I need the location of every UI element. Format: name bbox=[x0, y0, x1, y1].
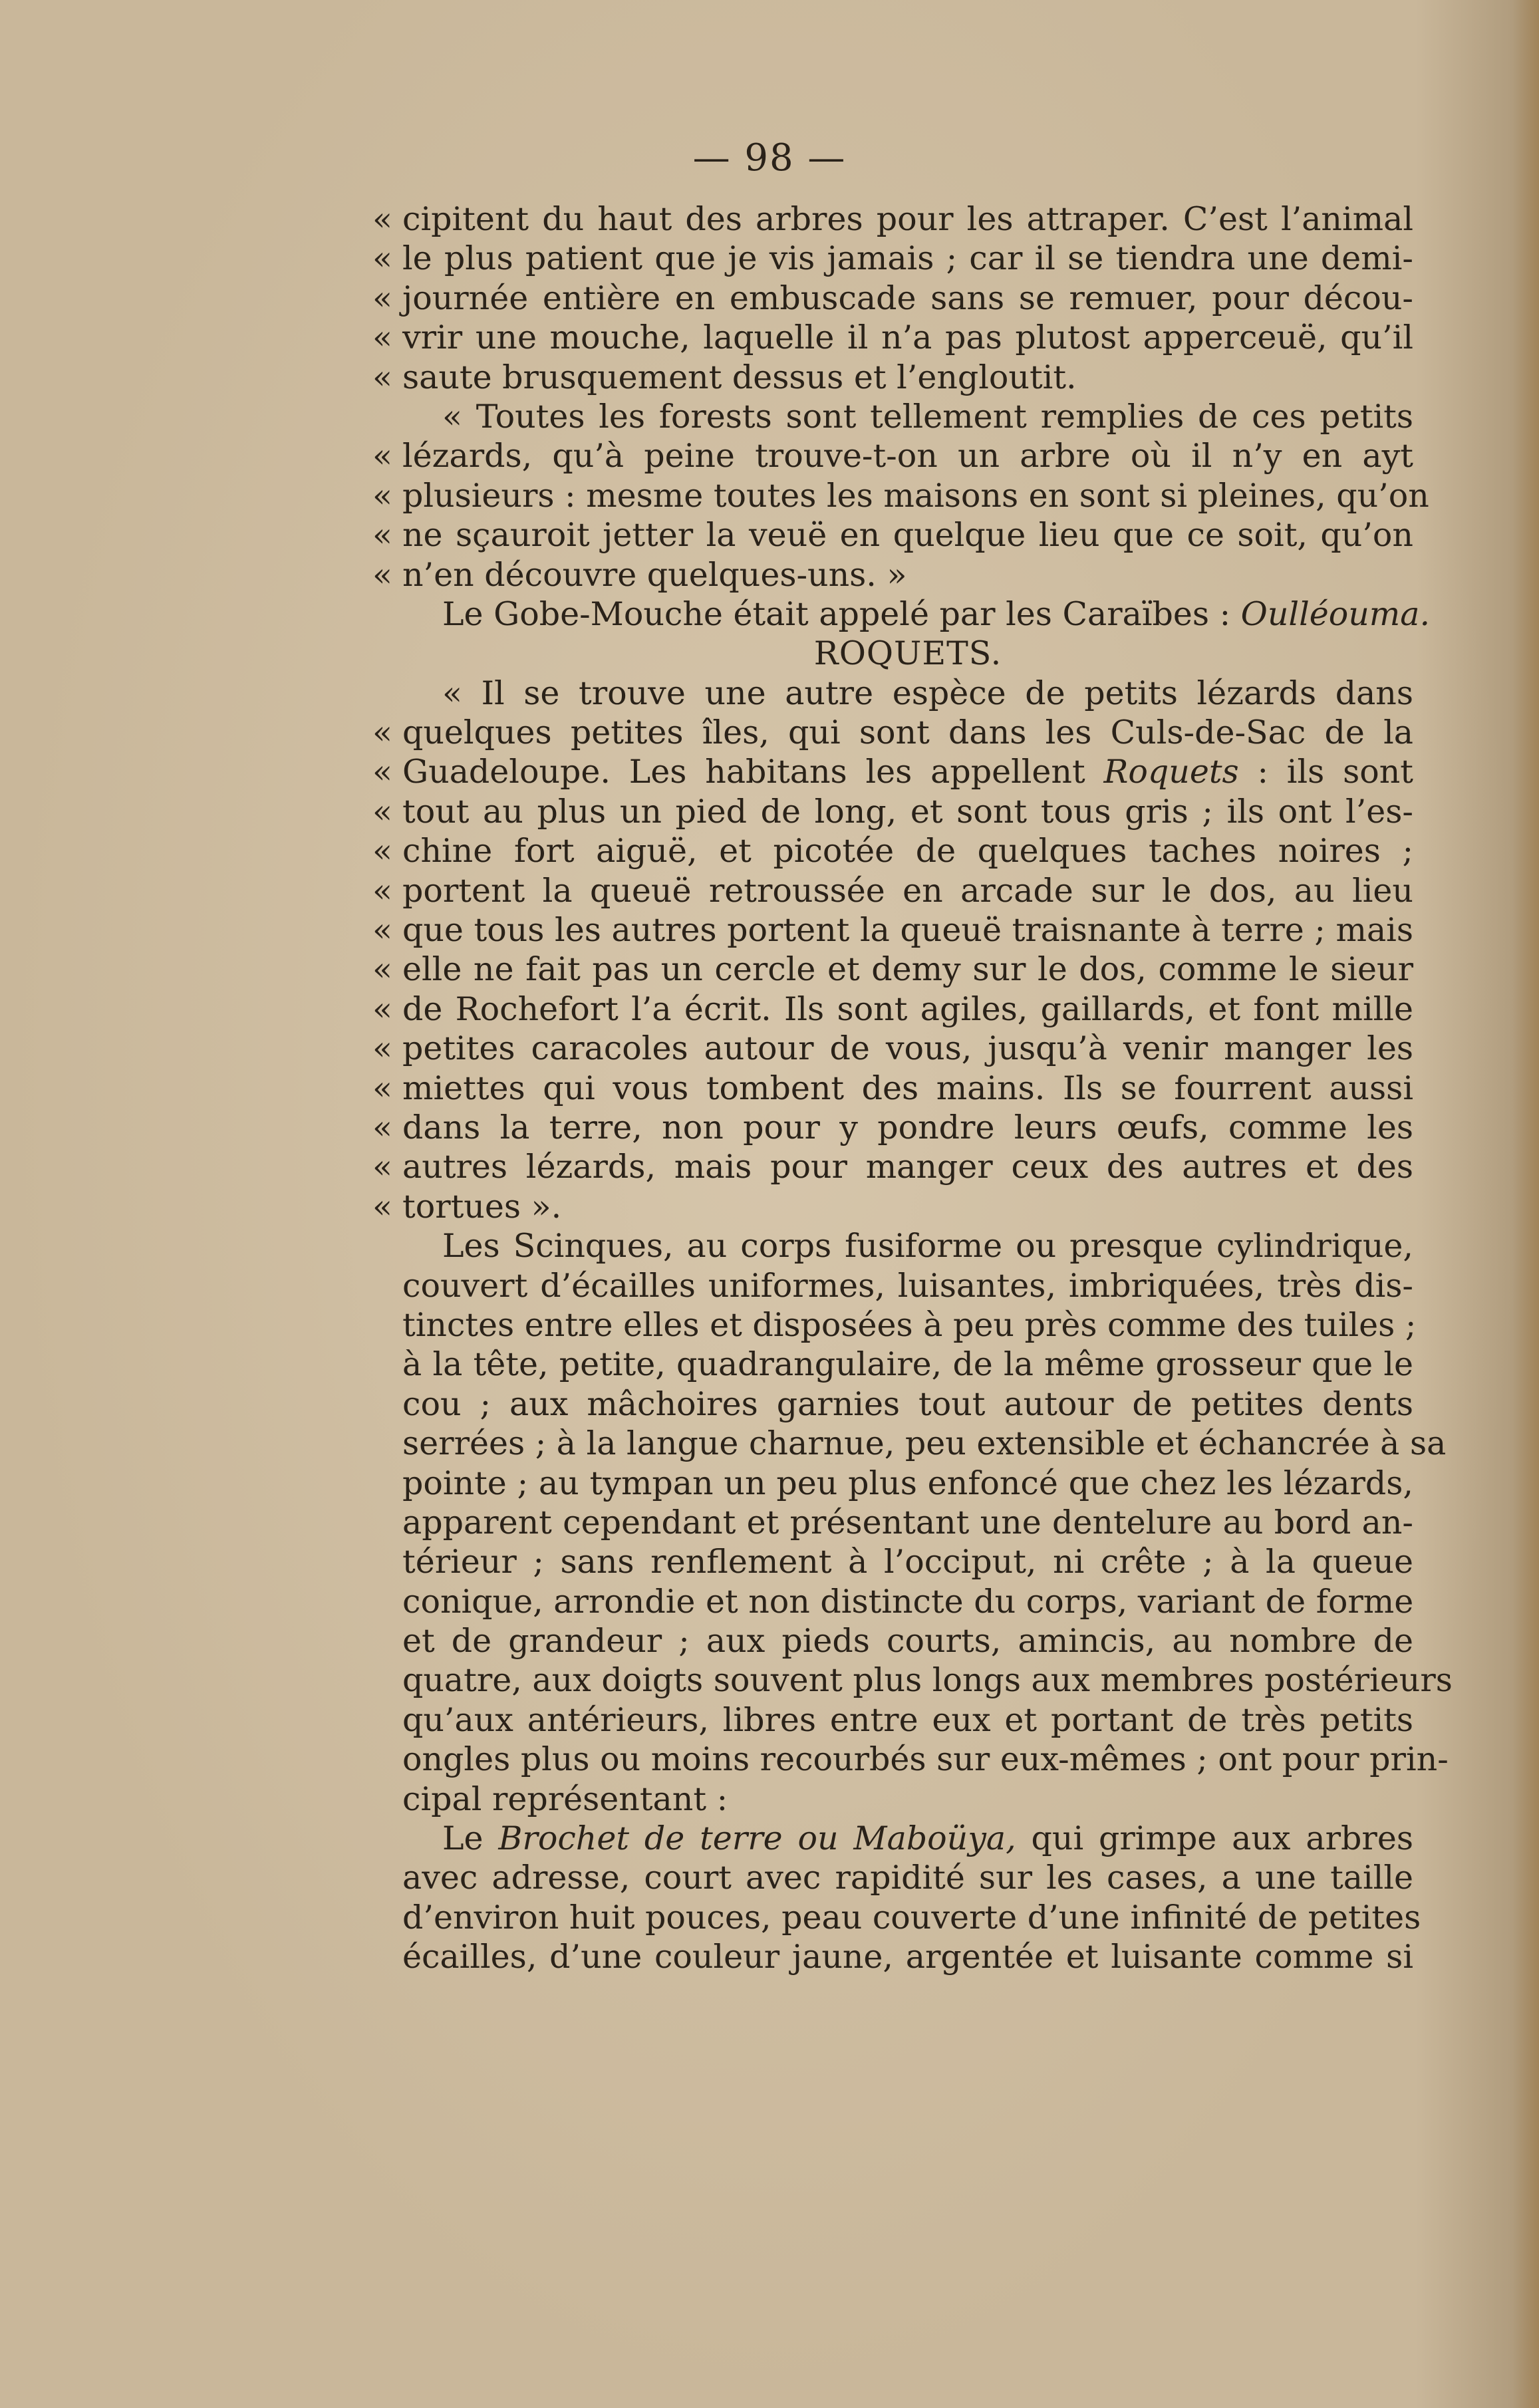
text-line bbox=[402, 1464, 1413, 1503]
line-text: avec adresse, court avec rapidité sur les cases, a une taille bbox=[402, 1859, 1413, 1897]
quote-mark: « bbox=[372, 1148, 392, 1186]
line-text: petites caracoles autour de vous, jusqu’à venir manger les bbox=[402, 1029, 1413, 1068]
text-line bbox=[402, 1661, 1453, 1700]
quote-mark: « bbox=[372, 239, 392, 278]
text-line bbox=[402, 595, 1431, 634]
text-line bbox=[402, 1621, 1413, 1661]
line-text: autres lézards, mais pour manger ceux des autres et des bbox=[402, 1148, 1413, 1186]
line-text-after: : ils sont bbox=[1238, 753, 1414, 791]
text-line bbox=[402, 1305, 1417, 1345]
page-number: — 98 — bbox=[692, 136, 847, 180]
quote-mark: « bbox=[372, 1069, 392, 1107]
body-text bbox=[372, 200, 1453, 1977]
line-text: d’environ huit pouces, peau couverte d’une infinité de petites bbox=[402, 1898, 1421, 1937]
line-text: conique, arrondie et non distincte du corps, variant de forme bbox=[402, 1582, 1414, 1621]
line-text: miettes qui vous tombent des mains. Ils se fourrent aussi bbox=[402, 1069, 1413, 1107]
text-line bbox=[372, 1147, 1413, 1186]
quote-mark: « bbox=[372, 1187, 392, 1226]
text-line bbox=[402, 1226, 1413, 1266]
text-line bbox=[372, 831, 1413, 870]
text-line bbox=[372, 990, 1413, 1029]
line-text: tinctes entre elles et disposées à peu près comme des tuiles ; bbox=[402, 1305, 1417, 1344]
italic-text: Roquets bbox=[1103, 753, 1239, 791]
line-text: Les Scinques, au corps fusiforme ou presque cylindrique, bbox=[442, 1227, 1413, 1266]
text-line bbox=[372, 792, 1413, 831]
text-line bbox=[372, 279, 1413, 318]
line-text: tortues ». bbox=[402, 1187, 562, 1226]
quote-mark: « bbox=[372, 990, 392, 1028]
line-text: cipal représentant : bbox=[402, 1780, 728, 1818]
line-text: lézards, qu’à peine trouve-t-on un arbre où il n’y en ayt bbox=[402, 437, 1413, 475]
line-text: écailles, d’une couleur jaune, argentée et luisante comme si bbox=[402, 1938, 1413, 1976]
quote-mark: « bbox=[372, 871, 392, 910]
text-line bbox=[402, 1858, 1413, 1897]
line-text: apparent cependant et présentant une dentelure au bord an- bbox=[402, 1503, 1413, 1541]
text-line bbox=[372, 1108, 1413, 1147]
line-text: Le bbox=[442, 1819, 499, 1858]
quote-mark: « bbox=[372, 555, 392, 594]
text-line bbox=[372, 476, 1429, 515]
line-text: n’en découvre quelques-uns. » bbox=[402, 555, 907, 594]
line-text: « Il se trouve une autre espèce de petits lézards dans bbox=[442, 674, 1413, 712]
line-text: chine fort aiguë, et picotée de quelques taches noires ; bbox=[402, 832, 1413, 870]
text-line bbox=[402, 397, 1413, 436]
quote-mark: « bbox=[372, 832, 392, 870]
quote-mark: « bbox=[372, 950, 392, 989]
quote-mark: « bbox=[372, 200, 392, 238]
quote-mark: « bbox=[372, 1108, 392, 1146]
line-text: de Rochefort l’a écrit. Ils sont agiles, gaillards, et font mille bbox=[402, 990, 1413, 1028]
line-text: que tous les autres portent la queuë traisnante à terre ; mais bbox=[402, 911, 1413, 950]
text-line bbox=[402, 1898, 1421, 1937]
quote-mark: « bbox=[372, 476, 392, 515]
line-text: ROQUETS. bbox=[813, 634, 1002, 673]
line-text: pointe ; au tympan un peu plus enfoncé que chez les lézards, bbox=[402, 1464, 1413, 1502]
text-line bbox=[402, 1385, 1413, 1424]
text-line bbox=[372, 871, 1413, 910]
line-text: cipitent du haut des arbres pour les attraper. C’est l’animal bbox=[402, 200, 1413, 238]
text-line bbox=[402, 1542, 1413, 1581]
text-line bbox=[402, 1424, 1447, 1463]
text-line bbox=[402, 1582, 1413, 1621]
text-line bbox=[402, 1700, 1413, 1740]
line-text: serrées ; à la langue charnue, peu extensible et échancrée à sa bbox=[402, 1424, 1447, 1463]
quote-mark: « bbox=[372, 358, 392, 396]
quote-mark: « bbox=[372, 516, 392, 555]
quote-mark: « bbox=[372, 753, 392, 791]
line-text: « Toutes les forests sont tellement remplies de ces petits bbox=[442, 397, 1413, 436]
text-line bbox=[402, 1740, 1449, 1779]
line-text: plusieurs : mesme toutes les maisons en sont si pleines, qu’on bbox=[402, 476, 1429, 515]
text-line bbox=[372, 1069, 1413, 1108]
text-line bbox=[372, 436, 1413, 475]
text-line bbox=[372, 515, 1413, 555]
line-text: tout au plus un pied de long, et sont tous gris ; ils ont l’es- bbox=[402, 792, 1413, 831]
line-text: et de grandeur ; aux pieds courts, amincis, au nombre de bbox=[402, 1622, 1413, 1661]
quote-mark: « bbox=[372, 714, 392, 752]
quote-mark: « bbox=[372, 911, 392, 950]
line-text: Guadeloupe. Les habitans les appellent bbox=[402, 753, 1104, 791]
text-line bbox=[372, 239, 1413, 278]
page-edge-shadow bbox=[1512, 0, 1539, 2408]
text-line bbox=[372, 713, 1413, 752]
text-line bbox=[372, 1187, 1413, 1226]
text-line bbox=[372, 950, 1413, 989]
text-line bbox=[372, 910, 1413, 950]
text-line bbox=[402, 1819, 1413, 1858]
text-line bbox=[402, 1503, 1413, 1542]
text-line bbox=[402, 674, 1413, 713]
line-text: le plus patient que je vis jamais ; car il se tiendra une demi- bbox=[402, 239, 1413, 278]
text-line bbox=[402, 1345, 1413, 1384]
line-text: Le Gobe-Mouche était appelé par les Caraïbes : bbox=[442, 595, 1241, 633]
line-text: à la tête, petite, quadrangulaire, de la même grosseur que le bbox=[402, 1345, 1413, 1384]
line-text: ne sçauroit jetter la veuë en quelque lieu que ce soit, qu’on bbox=[402, 516, 1413, 555]
line-text: térieur ; sans renflement à l’occiput, ni crête ; à la queue bbox=[402, 1543, 1413, 1581]
line-text: ongles plus ou moins recourbés sur eux-mêmes ; ont pour prin- bbox=[402, 1740, 1449, 1779]
line-text: dans la terre, non pour y pondre leurs œufs, comme les bbox=[402, 1108, 1413, 1146]
text-line bbox=[372, 358, 1413, 397]
line-text: qu’aux antérieurs, libres entre eux et portant de très petits bbox=[402, 1700, 1413, 1739]
text-line bbox=[372, 1029, 1413, 1068]
line-text: quatre, aux doigts souvent plus longs aux membres postérieurs bbox=[402, 1661, 1453, 1700]
line-text: vrir une mouche, laquelle il n’a pas plutost apperceuë, qu’il bbox=[402, 319, 1413, 357]
quote-mark: « bbox=[372, 279, 392, 317]
line-text: journée entière en embuscade sans se remuer, pour décou- bbox=[402, 279, 1413, 317]
text-line bbox=[402, 1266, 1413, 1305]
line-text: portent la queuë retroussée en arcade sur le dos, au lieu bbox=[402, 871, 1413, 910]
section-heading bbox=[402, 634, 1413, 673]
line-text: couvert d’écailles uniformes, luisantes, imbriquées, très dis- bbox=[402, 1266, 1413, 1305]
text-line bbox=[402, 1780, 1413, 1819]
line-text: cou ; aux mâchoires garnies tout autour de petites dents bbox=[402, 1385, 1413, 1423]
quote-mark: « bbox=[372, 1029, 392, 1068]
text-line bbox=[372, 752, 1414, 791]
text-line bbox=[402, 1937, 1413, 1976]
text-line bbox=[372, 200, 1413, 239]
text-line bbox=[372, 555, 1413, 595]
line-text: quelques petites îles, qui sont dans les Culs-de-Sac de la bbox=[402, 714, 1413, 752]
italic-text: Brochet de terre ou Maboüya, bbox=[498, 1819, 1016, 1858]
line-text: elle ne fait pas un cercle et demy sur le dos, comme le sieur bbox=[402, 950, 1413, 989]
quote-mark: « bbox=[372, 792, 392, 831]
quote-mark: « bbox=[372, 319, 392, 357]
line-text-after: qui grimpe aux arbres bbox=[1016, 1819, 1413, 1858]
quote-mark: « bbox=[372, 437, 392, 475]
italic-text: Oulléouma. bbox=[1240, 595, 1431, 633]
line-text: saute brusquement dessus et l’engloutit. bbox=[402, 358, 1077, 396]
text-line bbox=[372, 318, 1413, 357]
